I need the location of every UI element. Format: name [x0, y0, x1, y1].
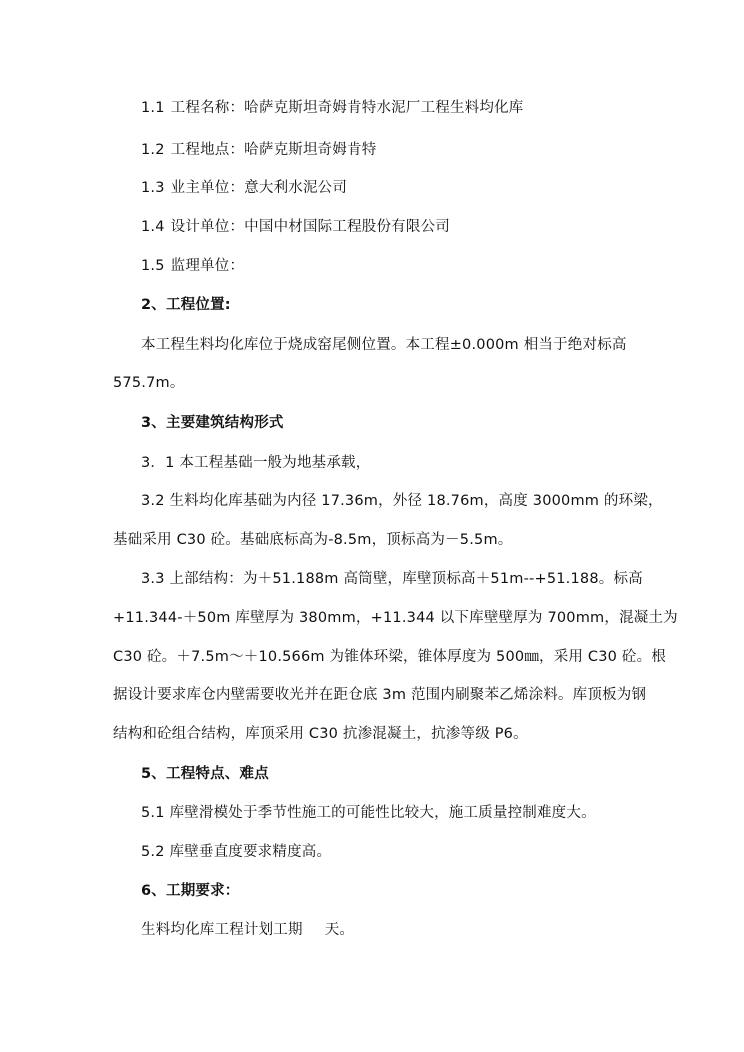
section-3-3-line-1: 3.3 上部结构：为＋51.188m 高筒壁，库壁顶标高＋51m--+51.188。标高 [141, 571, 643, 587]
section-2-line-1: 本工程生料均化库位于烧成窑尾侧位置。本工程±0.000m 相当于绝对标高 [141, 337, 627, 353]
section-6-heading: 6、工期要求： [141, 883, 240, 899]
section-3-3-line-2: +11.344-＋50m 库壁厚为 380mm，+11.344 以下库壁壁厚为 700mm，混凝土为 [113, 610, 678, 626]
section-5-heading: 5、工程特点、难点 [141, 766, 269, 782]
item-text: 业主单位：意大利水泥公司 [170, 180, 348, 196]
item-text: 设计单位：中国中材国际工程股份有限公司 [170, 219, 450, 235]
section-2-line-2: 575.7m。 [113, 375, 185, 391]
item-1-5 [141, 256, 244, 276]
item-1-2 [141, 140, 376, 160]
schedule-text: 生料均化库工程计划工期 [141, 922, 303, 938]
item-number: 1.5 [141, 258, 165, 274]
item-1-4 [141, 217, 450, 237]
item-number: 1.1 [141, 100, 165, 116]
item-1-3 [141, 178, 347, 198]
item-number: 1.2 [141, 142, 165, 158]
item-number: 1.3 [141, 180, 165, 196]
item-text: 工程名称：哈萨克斯坦奇姆肯特水泥厂工程生料均化库 [170, 100, 524, 116]
section-3-2-line-1: 3.2 生料均化库基础为内径 17.36m，外径 18.76m，高度 3000mm 的环梁， [141, 493, 663, 509]
section-3-1: 3．1 本工程基础一般为地基承载， [141, 455, 371, 471]
section-3-3-line-4: 据设计要求库仓内壁需要收光并在距仓底 3m 范围内刷聚苯乙烯涂料。库顶板为钢 [113, 687, 647, 703]
section-3-3-line-3: C30 砼。＋7.5m～＋10.566m 为锥体环梁，锥体厚度为 500㎜，采用 C30 砼。根 [113, 649, 667, 665]
section-5-2: 5.2 库壁垂直度要求精度高。 [141, 844, 332, 860]
item-text: 监理单位： [170, 258, 245, 274]
item-number: 1.4 [141, 219, 165, 235]
item-text: 工程地点：哈萨克斯坦奇姆肯特 [170, 142, 377, 158]
section-6-line [141, 920, 354, 940]
section-3-3-line-5: 结构和砼组合结构，库顶采用 C30 抗渗混凝土，抗渗等级 P6。 [113, 726, 528, 742]
section-3-2-line-2: 基础采用 C30 砼。基础底标高为-8.5m，顶标高为－5.5m。 [113, 532, 513, 548]
section-5-1: 5.1 库壁滑模处于季节性施工的可能性比较大，施工质量控制难度大。 [141, 805, 596, 821]
section-2-heading: 2、工程位置: [141, 297, 231, 313]
item-1-1 [141, 98, 523, 118]
schedule-unit: 天。 [324, 922, 355, 938]
section-3-heading: 3、主要建筑结构形式 [141, 415, 284, 431]
